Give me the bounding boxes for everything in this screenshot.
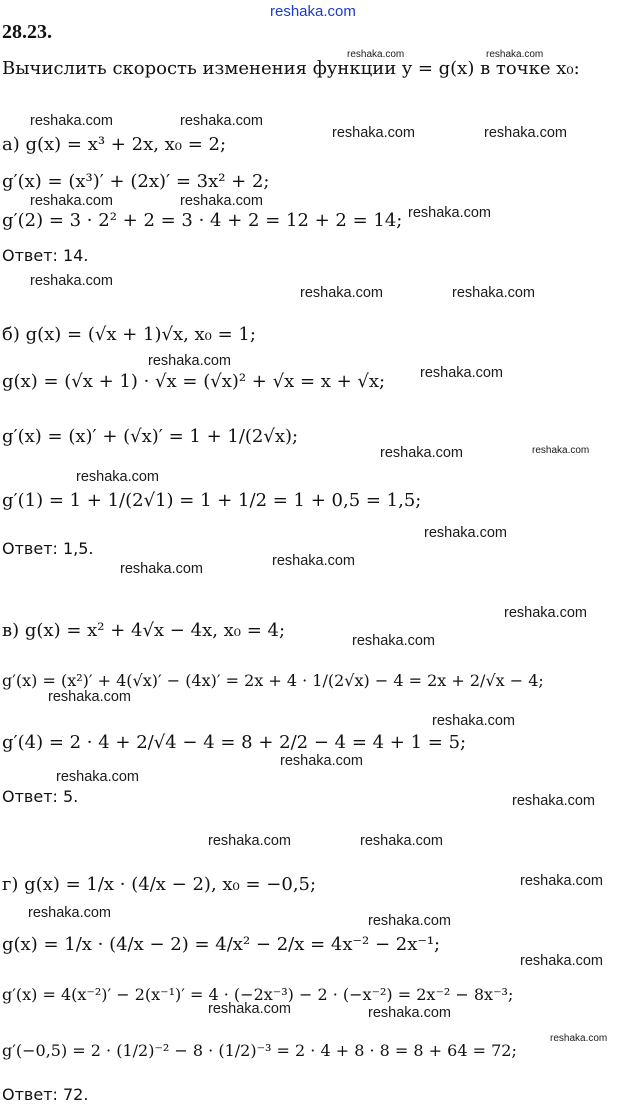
- watermark: reshaka.com: [484, 125, 568, 141]
- site-watermark-header[interactable]: reshaka.com: [270, 3, 356, 20]
- watermark: reshaka.com: [148, 353, 232, 369]
- watermark: reshaka.com: [486, 49, 544, 60]
- watermark: reshaka.com: [300, 285, 384, 301]
- watermark: reshaka.com: [347, 49, 405, 60]
- part-d-simplify: g(x) = 1/x · (4/x − 2) = 4/x² − 2/x = 4x⁻² − 2x⁻¹;: [2, 934, 441, 955]
- part-c-value: g′(4) = 2 · 4 + 2/√4 − 4 = 8 + 2/2 − 4 = 4 + 1 = 5;: [2, 732, 467, 753]
- watermark: reshaka.com: [332, 125, 416, 141]
- watermark: reshaka.com: [420, 365, 504, 381]
- watermark: reshaka.com: [520, 873, 604, 889]
- part-b-given: б) g(x) = (√x + 1)√x, x₀ = 1;: [2, 324, 256, 345]
- watermark: reshaka.com: [532, 445, 590, 456]
- watermark: reshaka.com: [30, 273, 114, 289]
- watermark: reshaka.com: [504, 605, 588, 621]
- watermark: reshaka.com: [550, 1033, 608, 1044]
- watermark: reshaka.com: [352, 633, 436, 649]
- watermark: reshaka.com: [30, 113, 114, 129]
- watermark: reshaka.com: [76, 469, 160, 485]
- part-c-derivative: g′(x) = (x²)′ + 4(√x)′ − (4x)′ = 2x + 4 · 1/(2√x) − 4 = 2x + 2/√x − 4;: [2, 671, 544, 690]
- watermark: reshaka.com: [180, 193, 264, 209]
- watermark: reshaka.com: [408, 205, 492, 221]
- watermark: reshaka.com: [520, 953, 604, 969]
- watermark: reshaka.com: [368, 913, 452, 929]
- part-a-derivative: g′(x) = (x³)′ + (2x)′ = 3x² + 2;: [2, 171, 270, 192]
- watermark: reshaka.com: [180, 113, 264, 129]
- part-d-given: г) g(x) = 1/x · (4/x − 2), x₀ = −0,5;: [2, 874, 317, 895]
- watermark: reshaka.com: [120, 561, 204, 577]
- watermark: reshaka.com: [208, 1001, 292, 1017]
- problem-number: 28.23.: [2, 21, 52, 43]
- part-a-answer: Ответ: 14.: [2, 246, 89, 265]
- problem-statement: Вычислить скорость изменения функции y = g(x) в точке x₀:: [2, 58, 580, 79]
- watermark: reshaka.com: [48, 689, 132, 705]
- part-b-value: g′(1) = 1 + 1/(2√1) = 1 + 1/2 = 1 + 0,5 = 1,5;: [2, 490, 422, 511]
- watermark: reshaka.com: [424, 525, 508, 541]
- watermark: reshaka.com: [272, 553, 356, 569]
- watermark: reshaka.com: [28, 905, 112, 921]
- watermark: reshaka.com: [380, 445, 464, 461]
- part-b-answer: Ответ: 1,5.: [2, 539, 94, 558]
- part-d-derivative: g′(x) = 4(x⁻²)′ − 2(x⁻¹)′ = 4 · (−2x⁻³) − 2 · (−x⁻²) = 2x⁻² − 8x⁻³;: [2, 985, 514, 1004]
- part-d-value: g′(−0,5) = 2 · (1/2)⁻² − 8 · (1/2)⁻³ = 2 · 4 + 8 · 8 = 8 + 64 = 72;: [2, 1041, 517, 1060]
- watermark: reshaka.com: [280, 753, 364, 769]
- part-a-value: g′(2) = 3 · 2² + 2 = 3 · 4 + 2 = 12 + 2 = 14;: [2, 210, 403, 231]
- part-b-simplify: g(x) = (√x + 1) · √x = (√x)² + √x = x + √x;: [2, 371, 386, 392]
- part-c-given: в) g(x) = x² + 4√x − 4x, x₀ = 4;: [2, 620, 286, 641]
- watermark: reshaka.com: [452, 285, 536, 301]
- watermark: reshaka.com: [56, 769, 140, 785]
- part-b-derivative: g′(x) = (x)′ + (√x)′ = 1 + 1/(2√x);: [2, 426, 299, 447]
- part-d-answer: Ответ: 72.: [2, 1085, 89, 1104]
- part-a-given: а) g(x) = x³ + 2x, x₀ = 2;: [2, 134, 227, 155]
- watermark: reshaka.com: [432, 713, 516, 729]
- watermark: reshaka.com: [30, 193, 114, 209]
- watermark: reshaka.com: [512, 793, 596, 809]
- watermark: reshaka.com: [360, 833, 444, 849]
- part-c-answer: Ответ: 5.: [2, 787, 79, 806]
- watermark: reshaka.com: [208, 833, 292, 849]
- watermark: reshaka.com: [368, 1005, 452, 1021]
